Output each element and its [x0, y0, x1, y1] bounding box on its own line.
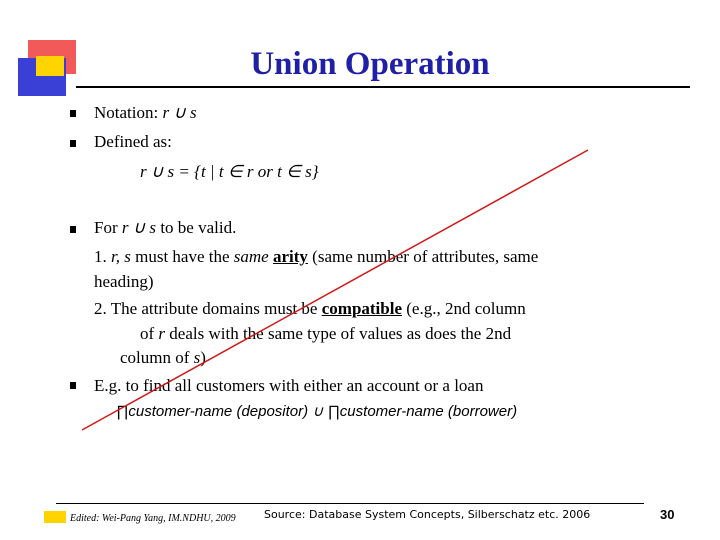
condition-2-text: 2. The attribute domains must be [94, 299, 322, 318]
condition-1-heading: heading) [94, 272, 154, 291]
condition-1-same: same [233, 247, 269, 266]
slide-title: Union Operation [250, 46, 490, 82]
footer-decoration [44, 511, 66, 523]
page-number: 30 [660, 507, 675, 522]
condition-2-column: column of [120, 348, 194, 367]
red-annotation-stroke [82, 150, 588, 430]
compatible-term: compatible [321, 299, 403, 318]
condition-2-s: s [193, 348, 201, 367]
notation-label: Notation: [94, 103, 159, 122]
footer-editor: Edited: Wei-Pang Yang, IM.NDHU, 2009 [70, 513, 236, 524]
footer-rule [56, 503, 644, 504]
condition-2-text-b: (e.g., 2nd column [402, 299, 526, 318]
definition-expression: r ∪ s = {t | t ∈ r or t ∈ s} [140, 162, 319, 181]
condition-2-close: ) [200, 348, 206, 367]
condition-1-text-b: (same number of attributes, same [307, 247, 539, 266]
notation-expression: r ∪ s [162, 103, 197, 122]
condition-2-r: r [158, 324, 166, 343]
example-line: E.g. to find all customers with either an account or a loan [94, 376, 484, 395]
condition-1-number: 1. [94, 247, 107, 266]
example-expression: ∏customer-name (depositor) ∪ ∏customer-name (borrower) [116, 403, 518, 420]
condition-2-of: of [140, 324, 159, 343]
validity-expression: r ∪ s [121, 218, 157, 237]
validity-suffix: to be valid. [156, 218, 237, 237]
footer-source: Source: Database System Concepts, Silberschatz etc. 2006 [264, 508, 591, 521]
condition-2-text-c: deals with the same type of values as does the 2nd [165, 324, 512, 343]
condition-1-text: must have the [130, 247, 234, 266]
validity-prefix: For [94, 218, 122, 237]
arity-term: arity [272, 247, 308, 266]
condition-1-vars: r, s [111, 247, 131, 266]
defined-label: Defined as: [94, 132, 172, 151]
